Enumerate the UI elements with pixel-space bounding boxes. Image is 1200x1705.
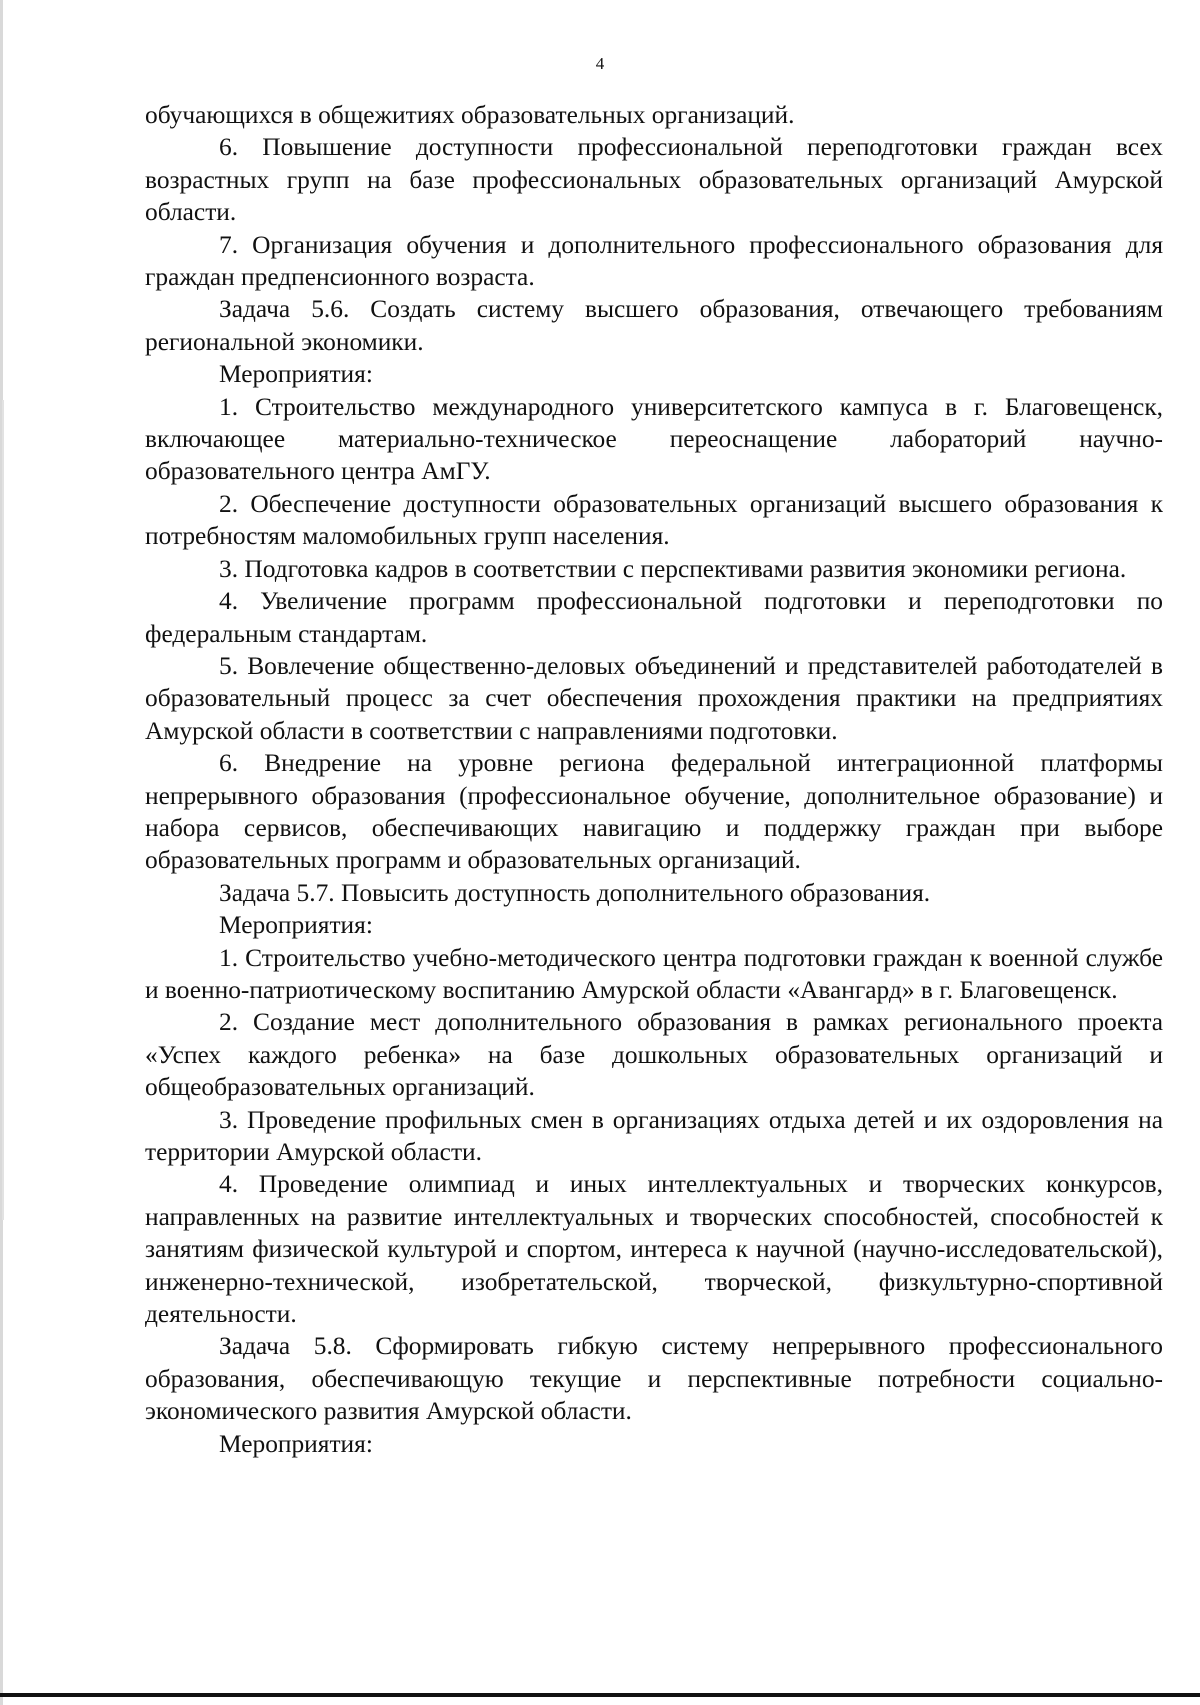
measures-label: Мероприятия: [219, 911, 373, 940]
paragraph: 3. Проведение профильных смен в организациях отдыха детей и их оздоровления на территории Амурской области. [145, 1105, 1163, 1166]
scan-bottom-edge [0, 1693, 1200, 1697]
paragraph: 6. Повышение доступности профессиональной переподготовки граждан всех возрастных групп на базе профессиональных образовательных организаций Амурской области. [145, 133, 1163, 227]
task-heading: Задача 5.8. Сформировать гибкую систему непрерывного профессионального образования, обеспечивающую текущие и перспективные потребности социально-экономического развития Амурской области. [145, 1332, 1163, 1426]
paragraph: 2. Создание мест дополнительного образования в рамках регионального проекта «Успех каждого ребенка» на базе дошкольных образовательных организаций и общеобразовательных организаций. [145, 1008, 1163, 1102]
paragraph: 1. Строительство учебно-методического центра подготовки граждан к военной службе и военно-патриотическому воспитанию Амурской области «Авангард» в г. Благовещенск. [145, 943, 1163, 1004]
paragraph: 4. Увеличение программ профессиональной подготовки и переподготовки по федеральным стандартам. [145, 587, 1163, 648]
paragraph: 3. Подготовка кадров в соответствии с перспективами развития экономики региона. [219, 554, 1127, 583]
paragraph: 2. Обеспечение доступности образовательных организаций высшего образования к потребностям маломобильных групп населения. [145, 489, 1163, 551]
task-heading: Задача 5.7. Повысить доступность дополнительного образования. [219, 878, 931, 907]
scan-left-mark [2, 400, 4, 1220]
paragraph: 5. Вовлечение общественно-деловых объединений и представителей работодателей в образовательный процесс за счет обеспечения прохождения практики на предприятиях Амурской области в соответствии с направлениями подготовки. [145, 651, 1163, 745]
paragraph: обучающихся в общежитиях образовательных организаций. [145, 101, 795, 129]
paragraph: 7. Организация обучения и дополнительного профессионального образования для граждан предпенсионного возраста. [145, 230, 1163, 292]
measures-label: Мероприятия: [219, 360, 373, 389]
document-body [145, 99, 1163, 1460]
page-number: 4 [595, 54, 605, 73]
measures-label: Мероприятия: [219, 1429, 373, 1458]
paragraph: 4. Проведение олимпиад и иных интеллектуальных и творческих конкурсов, направленных на развитие интеллектуальных и творческих способностей, способностей к занятиям физической культурой и спортом, интереса к научной (научно-исследовательской), инженерно-технической, изобретательской, творческой, физкультурно-спортивной деятельности. [145, 1170, 1163, 1329]
task-heading: Задача 5.6. Создать систему высшего образования, отвечающего требованиям региональной экономики. [145, 295, 1163, 356]
paragraph: 1. Строительство международного университетского кампуса в г. Благовещенск, включающее материально-техническое переоснащение лабораторий научно-образовательного центра АмГУ. [145, 392, 1163, 486]
paragraph: 6. Внедрение на уровне региона федеральной интеграционной платформы непрерывного образования (профессиональное обучение, дополнительное образование) и набора сервисов, обеспечивающих навигацию и поддержку граждан при выборе образовательных программ и образовательных организаций. [145, 749, 1163, 875]
